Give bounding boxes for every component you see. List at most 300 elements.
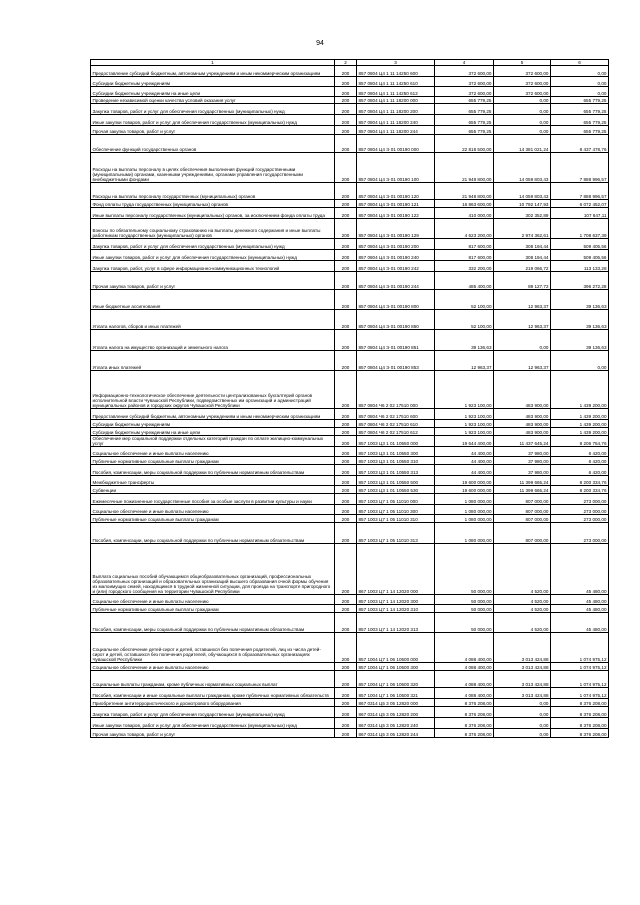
row-executed: 37 980,00 — [494, 457, 551, 465]
row-code-a: 200 — [335, 595, 357, 605]
row-remaining: 6 420,00 — [551, 457, 609, 465]
row-code-b: 857 0804 Ц4 1 11 18200 000 — [357, 97, 435, 104]
table-row — [91, 707, 609, 718]
row-code-b: 857 1003 Ц7 1 05 11010 300 — [357, 505, 435, 515]
row-code-a: 200 — [335, 494, 357, 505]
row-code-b: 857 1004 Ц7 1 06 10500 320 — [357, 671, 435, 688]
row-code-b: 857 1004 Ц7 1 06 10500 300 — [357, 663, 435, 671]
row-remaining: 0,00 — [551, 77, 609, 87]
row-executed: 372 600,00 — [494, 87, 551, 97]
row-planned: 8 376 208,00 — [435, 707, 494, 718]
row-executed: 308 194,44 — [494, 239, 551, 250]
table-row — [91, 66, 609, 77]
row-remaining: 1 074 975,12 — [551, 633, 609, 663]
row-name: Закупка товаров, работ и услуг для обеспечения государственных (муниципальных) нужд — [91, 239, 335, 250]
row-code-a: 200 — [335, 135, 357, 153]
row-code-b: 857 0804 Ч6 2 02 17510 612 — [357, 428, 435, 436]
row-remaining: 509 405,56 — [551, 239, 609, 250]
row-code-a: 200 — [335, 699, 357, 707]
row-name: Фонд оплаты труда государственных (муниципальных) органов — [91, 200, 335, 208]
table-row — [91, 135, 609, 153]
table-row — [91, 310, 609, 330]
row-executed: 807 000,00 — [494, 515, 551, 523]
row-code-a: 200 — [335, 115, 357, 126]
row-name: Закупка товаров, работ, услуг в сфере информационно-коммуникационных технологий — [91, 261, 335, 272]
row-name: Иные выплаты персоналу государственных (муниципальных) органов, за исключением фонда оплаты труда — [91, 208, 335, 219]
row-remaining: 113 133,28 — [551, 261, 609, 272]
row-code-b: 857 0804 Ц4 Э 01 00190 100 — [357, 153, 435, 183]
row-planned: 44 400,00 — [435, 447, 494, 457]
row-name: Взносы по обязательному социальному страхованию на выплаты денежного содержания и иные выплаты работникам государственных (муниципальных) органов — [91, 219, 335, 239]
row-remaining: 273 000,00 — [551, 494, 609, 505]
row-code-b: 857 1004 Ц7 1 06 10500 321 — [357, 688, 435, 699]
row-planned: 372 600,00 — [435, 87, 494, 97]
row-name: Пособия, компенсации, меры социальной поддержки по публичным нормативным обязательствам — [91, 613, 335, 633]
row-code-a: 200 — [335, 239, 357, 250]
table-row — [91, 250, 609, 261]
row-code-a: 200 — [335, 104, 357, 115]
row-name: Социальное обеспечение и иные выплаты населению — [91, 447, 335, 457]
row-name: Публичные нормативные социальные выплаты гражданам — [91, 457, 335, 465]
row-code-b: 857 1003 Ц3 1 01 10550 313 — [357, 465, 435, 476]
row-planned: 50 000,00 — [435, 613, 494, 633]
row-executed: 483 900,00 — [494, 420, 551, 428]
row-code-b: 857 1003 Ц7 1 14 12020 300 — [357, 595, 435, 605]
row-planned: 1 080 000,00 — [435, 523, 494, 544]
row-code-b: 857 0804 Ц4 Э 01 00190 853 — [357, 351, 435, 371]
row-remaining: 6 420,00 — [551, 447, 609, 457]
row-executed: 37 980,00 — [494, 447, 551, 457]
row-remaining: 273 000,00 — [551, 505, 609, 515]
row-executed: 483 900,00 — [494, 371, 551, 409]
row-planned: 655 779,25 — [435, 115, 494, 126]
row-code-a: 200 — [335, 219, 357, 239]
table-row — [91, 272, 609, 290]
row-executed: 372 600,00 — [494, 77, 551, 87]
table-row — [91, 97, 609, 104]
row-name: Субсидии бюджетным учреждениям на иные цели — [91, 87, 335, 97]
row-executed: 0,00 — [494, 707, 551, 718]
row-planned: 8 376 208,00 — [435, 699, 494, 707]
row-code-a: 200 — [335, 66, 357, 77]
row-name: Субвенции — [91, 486, 335, 494]
row-code-a: 200 — [335, 208, 357, 219]
row-code-b: 857 0804 Ц4 Э 01 00190 851 — [357, 330, 435, 351]
table-row — [91, 330, 609, 351]
row-remaining: 273 000,00 — [551, 523, 609, 544]
row-planned: 4 088 400,00 — [435, 663, 494, 671]
table-row — [91, 261, 609, 272]
column-number-1: 1 — [91, 60, 335, 66]
row-executed: 0,00 — [494, 718, 551, 729]
table-row — [91, 515, 609, 523]
row-remaining: 1 439 200,00 — [551, 420, 609, 428]
row-remaining: 39 136,63 — [551, 290, 609, 310]
row-code-b: 857 1003 Ц7 1 05 11010 310 — [357, 515, 435, 523]
row-executed: 3 013 424,88 — [494, 671, 551, 688]
row-remaining: 45 480,00 — [551, 605, 609, 613]
table-row — [91, 351, 609, 371]
table-row — [91, 115, 609, 126]
row-name: Иные закупки товаров, работ и услуг для обеспечения государственных (муниципальных) нужд — [91, 115, 335, 126]
row-code-a: 200 — [335, 718, 357, 729]
row-code-a: 200 — [335, 729, 357, 738]
row-code-a: 200 — [335, 476, 357, 486]
table-row — [91, 595, 609, 605]
row-executed: 219 066,72 — [494, 261, 551, 272]
row-remaining: 7 888 996,57 — [551, 153, 609, 183]
row-name: Социальное обеспечение и иные выплаты населению — [91, 505, 335, 515]
row-code-b: 857 0804 Ч6 2 02 17510 610 — [357, 420, 435, 428]
table-row — [91, 420, 609, 428]
table-row — [91, 486, 609, 494]
row-name: Обеспечение функций государственных органов — [91, 135, 335, 153]
row-code-a: 200 — [335, 200, 357, 208]
row-remaining: 8 376 208,00 — [551, 718, 609, 729]
row-remaining: 8 200 334,76 — [551, 486, 609, 494]
column-number-2: 2 — [335, 60, 357, 66]
row-code-a: 200 — [335, 523, 357, 544]
row-name: Проведение независимой оценки качества условий оказания услуг — [91, 97, 335, 104]
table-row — [91, 688, 609, 699]
row-code-b: 857 0804 Ц4 Э 01 00190 242 — [357, 261, 435, 272]
row-executed: 12 963,37 — [494, 290, 551, 310]
row-code-b: 857 1003 Ц3 1 01 10550 000 — [357, 436, 435, 447]
row-name: Социальное обеспечение и иные выплаты населению — [91, 663, 335, 671]
row-planned: 655 779,25 — [435, 104, 494, 115]
row-code-a: 200 — [335, 77, 357, 87]
row-code-a: 200 — [335, 544, 357, 595]
row-code-b: 857 0804 Ц4 1 11 18200 240 — [357, 115, 435, 126]
row-executed: 12 963,37 — [494, 351, 551, 371]
row-executed: 0,00 — [494, 115, 551, 126]
row-code-b: 867 1003 Ц7 1 14 12020 000 — [357, 544, 435, 595]
row-code-b: 867 0314 Ц5 3 05 12820 000 — [357, 699, 435, 707]
row-name: Пособия, компенсации, меры социальной поддержки по публичным нормативным обязательствам — [91, 523, 335, 544]
row-planned: 1 080 000,00 — [435, 494, 494, 505]
row-executed: 10 792 147,93 — [494, 200, 551, 208]
row-code-b: 867 0314 Ц5 3 05 12820 200 — [357, 707, 435, 718]
row-code-b: 857 0804 Ц4 Э 01 00190 129 — [357, 219, 435, 239]
row-name: Межбюджетные трансферты — [91, 476, 335, 486]
row-executed: 807 000,00 — [494, 505, 551, 515]
row-planned: 8 376 208,00 — [435, 729, 494, 738]
row-planned: 22 818 500,00 — [435, 135, 494, 153]
row-name: Субсидии бюджетным учреждениям — [91, 77, 335, 87]
row-planned: 19 600 000,00 — [435, 486, 494, 494]
row-name: Расходы на выплаты персоналу в целях обеспечения выполнения функций государственными (муниципальными) органами, казенными учреждениями, органами управления государственными внебюджетными фондами — [91, 153, 335, 183]
table-row — [91, 447, 609, 457]
row-code-b: 857 0804 Ц4 Э 01 00190 122 — [357, 208, 435, 219]
row-executed: 4 520,00 — [494, 613, 551, 633]
row-planned: 21 948 800,00 — [435, 153, 494, 183]
row-remaining: 39 136,63 — [551, 330, 609, 351]
row-planned: 1 080 000,00 — [435, 515, 494, 523]
row-name: Уплата налогов, сборов и иных платежей — [91, 310, 335, 330]
row-code-a: 200 — [335, 633, 357, 663]
row-code-b: 857 0804 Ц4 Э 01 00190 200 — [357, 239, 435, 250]
row-remaining: 1 074 975,12 — [551, 671, 609, 688]
row-name: Социальное обеспечение детей-сирот и детей, оставшихся без попечения родителей, лиц из числа детей-сирот и детей, оставшихся без попечения родителей, обучающихся в образовательных организациях Чувашской Республики — [91, 633, 335, 663]
table-row — [91, 671, 609, 688]
row-code-b: 857 1003 Ц3 1 01 10550 500 — [357, 476, 435, 486]
row-name: Прочая закупка товаров, работ и услуг — [91, 126, 335, 135]
row-planned: 1 923 100,00 — [435, 428, 494, 436]
row-planned: 372 600,00 — [435, 77, 494, 87]
row-name: Информационно-технологическое обеспечение деятельности централизованных бухгалтерий органов исполнительной власти Чувашской Республики, подведомственных им организаций и администраций муниципальных районов и городских округов Чувашской Республики — [91, 371, 335, 409]
row-executed: 3 013 424,88 — [494, 688, 551, 699]
row-code-a: 200 — [335, 409, 357, 420]
table-row — [91, 457, 609, 465]
row-remaining: 8 437 478,76 — [551, 135, 609, 153]
row-name: Уплата иных платежей — [91, 351, 335, 371]
row-code-a: 200 — [335, 371, 357, 409]
row-name: Ежемесячные пожизненные государственные пособия за особые заслуги в развитии культуры и науки — [91, 494, 335, 505]
row-code-a: 200 — [335, 671, 357, 688]
row-planned: 1 923 100,00 — [435, 371, 494, 409]
row-remaining: 8 200 334,76 — [551, 476, 609, 486]
row-code-a: 200 — [335, 663, 357, 671]
row-executed: 11 437 645,24 — [494, 436, 551, 447]
row-code-b: 857 1003 Ц3 1 01 10550 530 — [357, 486, 435, 494]
row-remaining: 0,00 — [551, 66, 609, 77]
row-planned: 4 088 400,00 — [435, 688, 494, 699]
table-row — [91, 153, 609, 183]
row-name: Прочая закупка товаров, работ и услуг — [91, 729, 335, 738]
row-name: Расходы на выплаты персоналу государственных (муниципальных) органов — [91, 183, 335, 200]
row-planned: 1 923 100,00 — [435, 409, 494, 420]
table-row — [91, 208, 609, 219]
row-planned: 39 136,63 — [435, 330, 494, 351]
table-row — [91, 104, 609, 115]
row-name: Публичные нормативные социальные выплаты гражданам — [91, 515, 335, 523]
row-executed: 0,00 — [494, 699, 551, 707]
row-executed: 0,00 — [494, 97, 551, 104]
row-code-b: 857 1003 Ц7 1 05 11010 313 — [357, 523, 435, 544]
row-planned: 655 779,25 — [435, 126, 494, 135]
row-planned: 372 600,00 — [435, 66, 494, 77]
row-code-b: 857 0804 Ц4 Э 01 00190 240 — [357, 250, 435, 261]
row-executed: 3 013 424,88 — [494, 663, 551, 671]
row-code-a: 200 — [335, 261, 357, 272]
table-row — [91, 544, 609, 595]
row-planned: 1 923 100,00 — [435, 420, 494, 428]
row-code-b: 857 0804 Ц4 1 11 14250 600 — [357, 66, 435, 77]
row-code-a: 200 — [335, 436, 357, 447]
row-code-a: 200 — [335, 457, 357, 465]
table-row — [91, 126, 609, 135]
row-planned: 52 100,00 — [435, 310, 494, 330]
row-code-b: 857 0804 Ч6 2 02 17510 000 — [357, 371, 435, 409]
row-remaining: 655 779,25 — [551, 126, 609, 135]
row-planned: 485 400,00 — [435, 272, 494, 290]
row-planned: 655 779,25 — [435, 97, 494, 104]
table-row — [91, 219, 609, 239]
row-planned: 19 600 000,00 — [435, 476, 494, 486]
row-executed: 0,00 — [494, 729, 551, 738]
row-remaining: 8 206 754,76 — [551, 436, 609, 447]
row-code-a: 200 — [335, 465, 357, 476]
row-remaining: 1 074 975,12 — [551, 663, 609, 671]
row-executed: 4 520,00 — [494, 595, 551, 605]
row-name: Социальное обеспечение и иные выплаты населению — [91, 595, 335, 605]
row-planned: 16 863 600,00 — [435, 200, 494, 208]
row-remaining: 1 074 975,12 — [551, 688, 609, 699]
row-code-a: 200 — [335, 351, 357, 371]
table-row — [91, 505, 609, 515]
row-name: Субсидии бюджетным учреждениям на иные цели — [91, 428, 335, 436]
row-remaining: 8 376 208,00 — [551, 699, 609, 707]
row-remaining: 1 439 200,00 — [551, 371, 609, 409]
row-code-b: 857 1003 Ц7 1 14 12020 310 — [357, 605, 435, 613]
row-planned: 817 600,00 — [435, 250, 494, 261]
table-row — [91, 613, 609, 633]
row-name: Предоставление субсидий бюджетным, автономным учреждениям и иным некоммерческим организациям — [91, 66, 335, 77]
row-planned: 44 400,00 — [435, 465, 494, 476]
table-row — [91, 428, 609, 436]
table-row — [91, 290, 609, 310]
row-executed: 3 013 424,88 — [494, 633, 551, 663]
row-code-b: 867 0314 Ц5 3 05 12820 244 — [357, 729, 435, 738]
row-remaining: 0,00 — [551, 351, 609, 371]
row-remaining: 8 376 208,00 — [551, 707, 609, 718]
row-executed: 14 059 803,43 — [494, 153, 551, 183]
row-code-a: 200 — [335, 428, 357, 436]
table-row — [91, 663, 609, 671]
row-name: Обеспечение мер социальной поддержки отдельных категорий граждан по оплате жилищно-коммунальных услуг — [91, 436, 335, 447]
row-remaining: 39 136,63 — [551, 310, 609, 330]
row-code-b: 857 0804 Ц4 1 11 14250 610 — [357, 77, 435, 87]
row-name: Прочая закупка товаров, работ и услуг — [91, 272, 335, 290]
row-executed: 0,00 — [494, 126, 551, 135]
budget-execution-table — [90, 59, 609, 738]
row-remaining: 8 376 208,00 — [551, 729, 609, 738]
row-name: Предоставление субсидий бюджетным, автономным учреждениям и иным некоммерческим организациям — [91, 409, 335, 420]
row-executed: 11 399 665,24 — [494, 476, 551, 486]
table-row — [91, 476, 609, 486]
row-executed: 483 900,00 — [494, 409, 551, 420]
row-planned: 4 088 400,00 — [435, 633, 494, 663]
row-name: Публичные нормативные социальные выплаты гражданам — [91, 605, 335, 613]
row-planned: 50 000,00 — [435, 544, 494, 595]
row-remaining: 655 779,25 — [551, 115, 609, 126]
row-remaining: 7 888 996,57 — [551, 183, 609, 200]
row-code-b: 857 1003 Ц3 1 01 10550 300 — [357, 447, 435, 457]
row-executed: 807 000,00 — [494, 494, 551, 505]
row-remaining: 45 480,00 — [551, 613, 609, 633]
column-number-6: 6 — [551, 60, 609, 66]
row-name: Пособия, компенсации и иные социальные выплаты гражданам, кроме публичных нормативных обязательств — [91, 688, 335, 699]
row-code-b: 857 1003 Ц7 1 05 11010 000 — [357, 494, 435, 505]
row-remaining: 1 708 637,39 — [551, 219, 609, 239]
row-code-b: 857 0804 Ц4 1 11 18200 200 — [357, 104, 435, 115]
row-code-a: 200 — [335, 87, 357, 97]
row-remaining: 45 480,00 — [551, 595, 609, 605]
row-executed: 89 127,72 — [494, 272, 551, 290]
row-code-a: 200 — [335, 505, 357, 515]
row-code-b: 867 0314 Ц5 3 05 12820 240 — [357, 718, 435, 729]
row-executed: 12 963,37 — [494, 310, 551, 330]
row-code-a: 200 — [335, 126, 357, 135]
row-code-b: 857 1003 Ц3 1 01 10550 310 — [357, 457, 435, 465]
row-planned: 4 623 200,00 — [435, 219, 494, 239]
row-executed: 308 194,44 — [494, 250, 551, 261]
row-remaining: 1 439 200,00 — [551, 428, 609, 436]
row-planned: 410 000,00 — [435, 208, 494, 219]
row-planned: 52 100,00 — [435, 290, 494, 310]
row-name: Закупка товаров, работ и услуг для обеспечения государственных (муниципальных) нужд — [91, 104, 335, 115]
row-executed: 2 974 362,61 — [494, 219, 551, 239]
row-name: Пособия, компенсации, меры социальной поддержки по публичным нормативным обязательствам — [91, 465, 335, 476]
row-executed: 483 900,00 — [494, 428, 551, 436]
row-planned: 44 400,00 — [435, 457, 494, 465]
row-code-a: 200 — [335, 290, 357, 310]
page-number: 94 — [316, 40, 324, 47]
row-code-a: 200 — [335, 420, 357, 428]
row-remaining: 509 405,56 — [551, 250, 609, 261]
row-code-a: 200 — [335, 183, 357, 200]
row-executed: 0,00 — [494, 330, 551, 351]
row-name: Иные бюджетные ассигнования — [91, 290, 335, 310]
column-number-5: 5 — [494, 60, 551, 66]
row-name: Уплата налога на имущество организаций и земельного налога — [91, 330, 335, 351]
row-planned: 12 963,37 — [435, 351, 494, 371]
row-name: Иные закупки товаров, работ и услуг для обеспечения государственных (муниципальных) нужд — [91, 718, 335, 729]
row-planned: 1 080 000,00 — [435, 505, 494, 515]
row-name: Выплата социальных пособий обучающимся общеобразовательных организаций, профессиональных образовательных организаций и образовательных организаций высшего образования очной формы обучения из малоимущих семей, находящимся в трудной жизненной ситуации, для проезда на транспорте пригородного и (или) городского сообщения на территории Чувашской Республики — [91, 544, 335, 595]
row-code-b: 857 0804 Ц4 Э 01 00190 800 — [357, 290, 435, 310]
row-executed: 14 381 021,24 — [494, 135, 551, 153]
table-row — [91, 183, 609, 200]
row-name: Социальные выплаты гражданам, кроме публичных нормативных социальных выплат — [91, 671, 335, 688]
row-remaining: 0,00 — [551, 87, 609, 97]
table-row — [91, 729, 609, 738]
row-code-a: 200 — [335, 330, 357, 351]
row-planned: 50 000,00 — [435, 605, 494, 613]
row-planned: 4 088 400,00 — [435, 671, 494, 688]
row-planned: 21 948 800,00 — [435, 183, 494, 200]
row-executed: 0,00 — [494, 104, 551, 115]
table-row — [91, 605, 609, 613]
table-row — [91, 523, 609, 544]
row-remaining: 6 420,00 — [551, 465, 609, 476]
row-remaining: 1 439 200,00 — [551, 409, 609, 420]
table-row — [91, 239, 609, 250]
row-code-a: 200 — [335, 447, 357, 457]
table-row — [91, 409, 609, 420]
row-code-b: 857 0804 Ц4 Э 01 00190 244 — [357, 272, 435, 290]
row-code-b: 857 0804 Ц4 1 11 14250 612 — [357, 87, 435, 97]
row-remaining: 655 779,25 — [551, 104, 609, 115]
row-planned: 19 644 400,00 — [435, 436, 494, 447]
row-code-b: 857 1004 Ц7 1 06 10500 000 — [357, 633, 435, 663]
row-remaining: 45 480,00 — [551, 544, 609, 595]
row-code-a: 200 — [335, 250, 357, 261]
row-executed: 4 520,00 — [494, 544, 551, 595]
table-row — [91, 465, 609, 476]
row-executed: 302 352,89 — [494, 208, 551, 219]
row-executed: 37 980,00 — [494, 465, 551, 476]
column-number-4: 4 — [435, 60, 494, 66]
row-planned: 332 200,00 — [435, 261, 494, 272]
table-row — [91, 699, 609, 707]
row-planned: 8 376 208,00 — [435, 718, 494, 729]
row-name: Иные закупки товаров, работ и услуг для обеспечения государственных (муниципальных) нужд — [91, 250, 335, 261]
row-name: Приобретение антитеррористического и досмотрового оборудования — [91, 699, 335, 707]
row-code-a: 200 — [335, 486, 357, 494]
row-code-a: 200 — [335, 613, 357, 633]
row-code-b: 857 1003 Ц7 1 14 12020 313 — [357, 613, 435, 633]
